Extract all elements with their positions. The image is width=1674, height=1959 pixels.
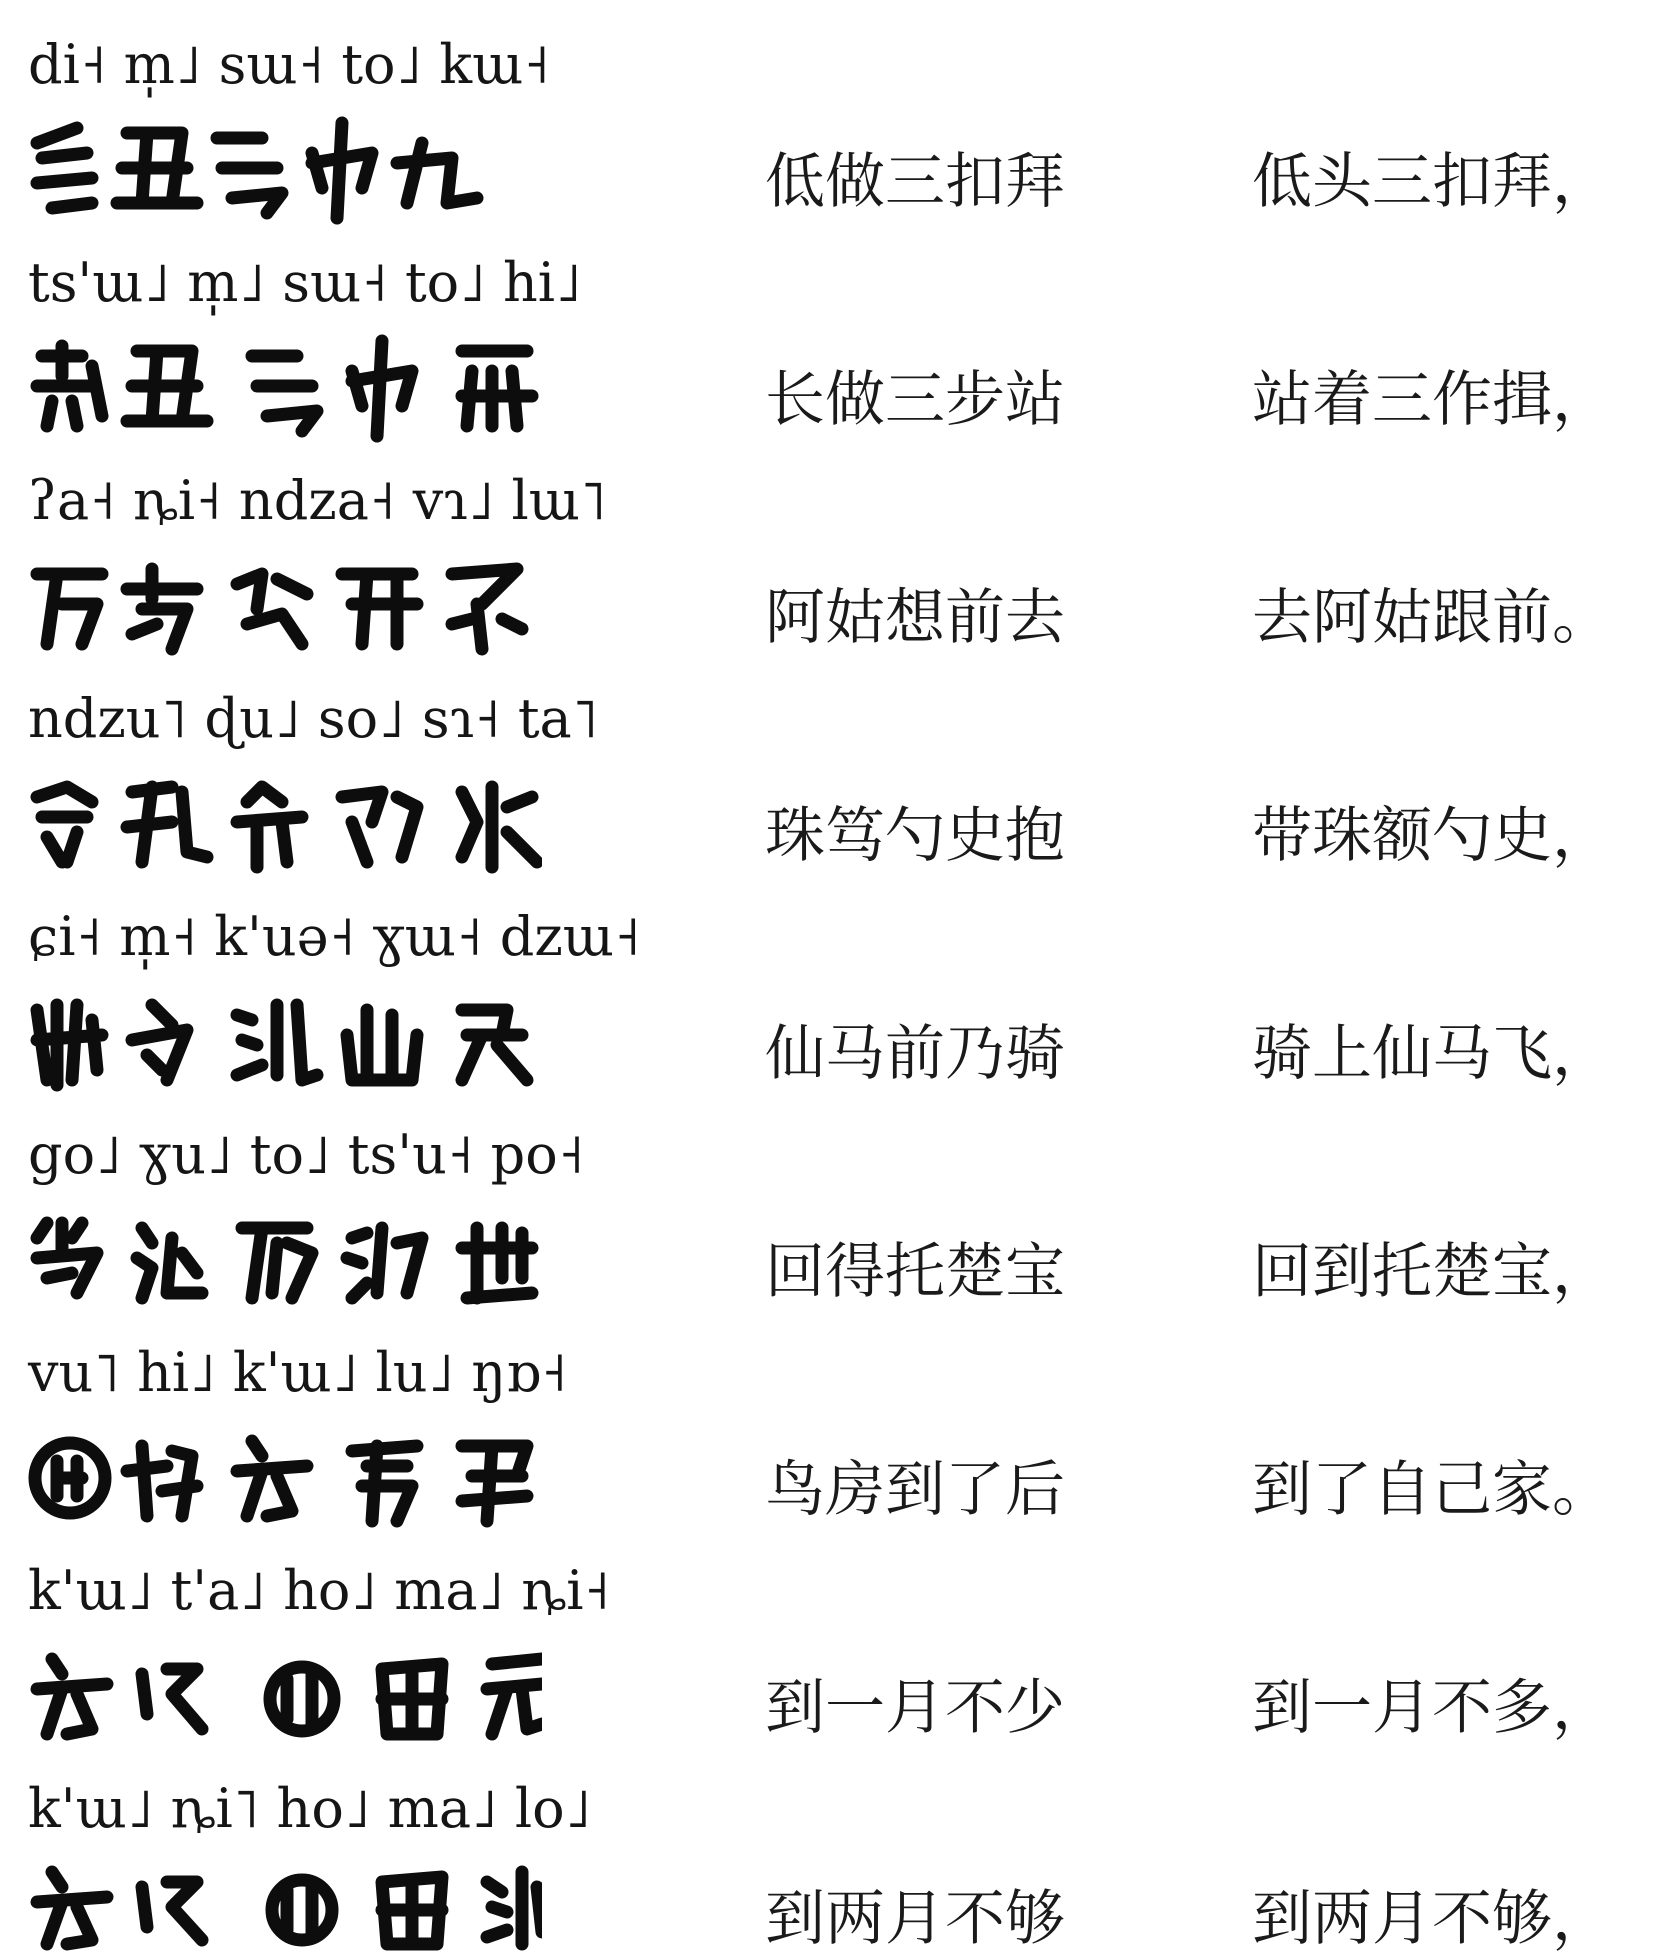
verse-4	[0, 684, 1674, 902]
verse-2	[0, 248, 1674, 466]
free-translation: 骑上仙马飞，	[1252, 1019, 1612, 1089]
phonetic-line: di˧ m̩˩ sɯ˧ to˩ kɯ˧	[28, 33, 550, 96]
literal-translation: 到一月不少	[765, 1673, 1065, 1743]
yi-script-line	[22, 1198, 542, 1318]
free-translation: 到两月不够，	[1252, 1884, 1612, 1954]
literal-translation: 珠笃勺史抱	[765, 801, 1065, 871]
literal-translation: 阿姑想前去	[765, 583, 1065, 653]
yi-script-line	[22, 1852, 542, 1952]
phonetic-line: k'ɯ˩ t'a˩ ho˩ ma˩ ȵi˧	[28, 1559, 611, 1622]
phonetic-line: ndzu˥ ɖu˩ so˩ sɿ˧ ta˥	[28, 687, 599, 750]
verse-5	[0, 902, 1674, 1120]
literal-translation: 仙马前乃骑	[765, 1019, 1065, 1089]
phonetic-line: ɕi˧ m̩˧ k'uə˧ ɣɯ˧ dzɯ˧	[28, 905, 641, 968]
literal-translation: 回得托楚宝	[765, 1237, 1065, 1307]
free-translation: 带珠额勺史，	[1252, 801, 1612, 871]
phonetic-line: ts'ɯ˩ m̩˩ sɯ˧ to˩ hi˩	[28, 251, 582, 314]
free-translation: 回到托楚宝，	[1252, 1237, 1612, 1307]
yi-script-line	[22, 1634, 542, 1754]
verse-6	[0, 1120, 1674, 1338]
verse-3	[0, 466, 1674, 684]
yi-script-line	[22, 762, 542, 882]
free-translation: 到了自己家。	[1252, 1455, 1612, 1525]
verse-9	[0, 1774, 1674, 1957]
phonetic-line: vu˥ hi˩ k'ɯ˩ lu˩ ŋɒ˧	[28, 1341, 568, 1404]
phonetic-line: k'ɯ˩ ȵi˥ ho˩ ma˩ lo˩	[28, 1777, 592, 1840]
yi-script-line	[22, 1416, 542, 1536]
phonetic-line: go˩ ɣu˩ to˩ ts'u˧ po˧	[28, 1123, 585, 1186]
yi-script-line	[22, 108, 542, 228]
verse-7	[0, 1338, 1674, 1556]
yi-script-line	[22, 326, 542, 446]
literal-translation: 长做三步站	[765, 365, 1065, 435]
free-translation: 到一月不多，	[1252, 1673, 1612, 1743]
yi-script-line	[22, 544, 542, 664]
yi-script-line	[22, 980, 542, 1100]
literal-translation: 鸟房到了后	[765, 1455, 1065, 1525]
phonetic-line: ʔa˧ ȵi˧ ndza˧ vɿ˩ lɯ˥	[28, 469, 607, 532]
free-translation: 低头三扣拜，	[1252, 147, 1612, 217]
free-translation: 去阿姑跟前。	[1252, 583, 1612, 653]
verse-1	[0, 30, 1674, 248]
literal-translation: 低做三扣拜	[765, 147, 1065, 217]
verse-8	[0, 1556, 1674, 1774]
literal-translation: 到两月不够	[765, 1884, 1065, 1954]
free-translation: 站着三作揖，	[1252, 365, 1612, 435]
